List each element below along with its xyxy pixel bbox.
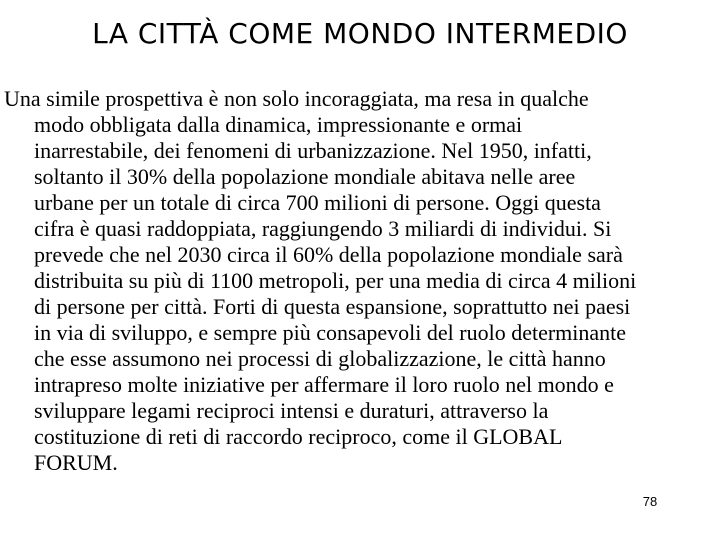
paragraph-line: soltanto il 30% della popolazione mondiale abitava nelle aree xyxy=(34,164,576,189)
paragraph-line: costituzione di reti di raccordo reciproco, come il GLOBAL xyxy=(34,424,563,449)
paragraph-line: modo obbligata dalla dinamica, impressionante e ormai xyxy=(34,112,523,137)
paragraph-line: inarrestabile, dei fenomeni di urbanizzazione. Nel 1950, infatti, xyxy=(34,138,592,163)
paragraph-line: sviluppare legami reciproci intensi e duraturi, attraverso la xyxy=(34,398,549,423)
paragraph-line: intrapreso molte iniziative per affermare il loro ruolo nel mondo e xyxy=(34,372,614,397)
paragraph-line: FORUM. xyxy=(34,450,118,475)
paragraph-line: di persone per città. Forti di questa espansione, soprattutto nei paesi xyxy=(34,294,631,319)
slide-title: LA CITTÀ COME MONDO INTERMEDIO xyxy=(92,17,628,50)
paragraph-line: urbane per un totale di circa 700 milioni di persone. Oggi questa xyxy=(34,190,601,215)
paragraph-line: in via di sviluppo, e sempre più consapevoli del ruolo determinante xyxy=(34,320,627,345)
paragraph-line: cifra è quasi raddoppiata, raggiungendo 3 miliardi di individui. Si xyxy=(34,216,612,241)
body-paragraph xyxy=(4,86,718,476)
paragraph-line: che esse assumono nei processi di globalizzazione, le città hanno xyxy=(34,346,606,371)
paragraph-line: Una simile prospettiva è non solo incoraggiata, ma resa in qualche xyxy=(4,86,589,111)
page-number: 78 xyxy=(642,494,658,509)
paragraph-line: distribuita su più di 1100 metropoli, per una media di circa 4 milioni xyxy=(34,268,637,293)
paragraph-line: prevede che nel 2030 circa il 60% della popolazione mondiale sarà xyxy=(34,242,623,267)
